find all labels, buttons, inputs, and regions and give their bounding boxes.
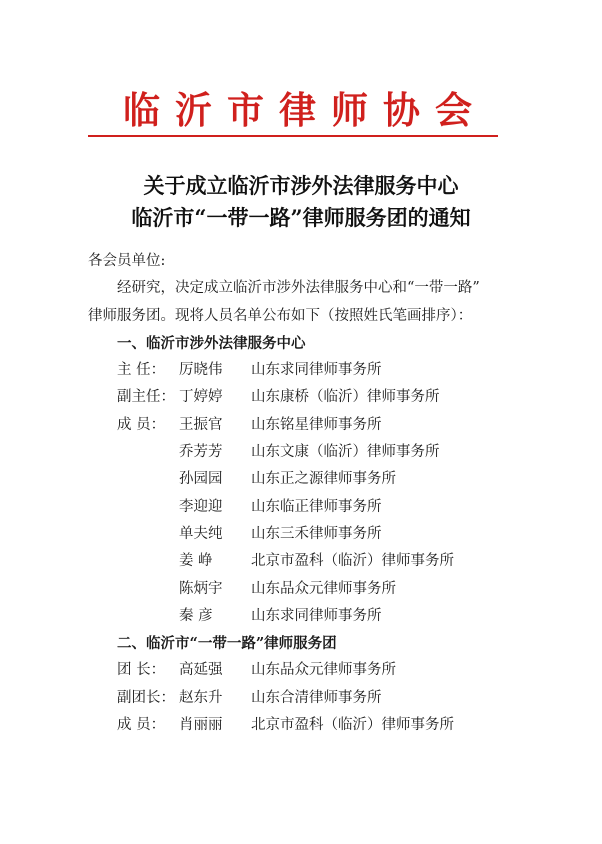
member-name: 姜 峥 xyxy=(179,553,213,570)
section-heading-1: 一、临沂市涉外法律服务中心 xyxy=(117,334,306,352)
salutation: 各会员单位: xyxy=(88,253,166,269)
document-title-line-1: 关于成立临沂市涉外法律服务中心 xyxy=(143,173,459,198)
role-label xyxy=(88,603,179,630)
roster-row xyxy=(88,548,528,575)
document-title-line-2: 临沂市“一带一路”律师服务团的通知 xyxy=(131,205,471,230)
letterhead-org-name: 临沂市律师协会 xyxy=(123,89,487,132)
roster-row xyxy=(88,439,528,466)
role-label xyxy=(88,439,179,466)
role-label: 副主任： xyxy=(117,389,175,406)
role-label xyxy=(88,548,179,575)
law-firm: 山东求同律师事务所 xyxy=(251,607,382,624)
roster-row xyxy=(88,521,528,548)
law-firm: 山东铭星律师事务所 xyxy=(251,416,382,433)
law-firm: 山东品众元律师事务所 xyxy=(251,662,396,679)
law-firm: 山东合清律师事务所 xyxy=(251,689,382,706)
roster-row xyxy=(88,712,528,739)
role-label xyxy=(88,466,179,493)
law-firm: 北京市盈科（临沂）律师事务所 xyxy=(251,717,454,734)
member-name: 孙园园 xyxy=(179,471,223,488)
roster-row xyxy=(88,412,528,439)
law-firm: 山东正之源律师事务所 xyxy=(251,471,396,488)
role-label xyxy=(88,494,179,521)
role-label xyxy=(88,521,179,548)
roster-row xyxy=(88,685,528,712)
role-label: 副团长： xyxy=(117,689,175,706)
role-label: 团 长： xyxy=(117,662,166,679)
law-firm: 山东求同律师事务所 xyxy=(251,362,382,379)
role-label: 成 员： xyxy=(117,717,166,734)
member-name: 赵东升 xyxy=(179,689,223,706)
roster-row xyxy=(88,466,528,493)
letterhead-red-rule xyxy=(88,135,498,137)
roster-row xyxy=(88,494,528,521)
law-firm: 山东三禾律师事务所 xyxy=(251,525,382,542)
member-name: 丁婷婷 xyxy=(179,389,223,406)
roster-row xyxy=(88,603,528,630)
member-name: 高延强 xyxy=(179,662,223,679)
member-name: 王振官 xyxy=(179,416,223,433)
roster-row xyxy=(88,657,528,684)
law-firm: 北京市盈科（临沂）律师事务所 xyxy=(251,553,454,570)
section-2-roster xyxy=(88,657,528,739)
law-firm: 山东文康（临沂）律师事务所 xyxy=(251,444,440,461)
role-label: 主 任： xyxy=(117,362,166,379)
role-label xyxy=(88,576,179,603)
section-heading-2: 二、临沂市“一带一路”律师服务团 xyxy=(117,635,337,653)
member-name: 陈炳宇 xyxy=(179,580,223,597)
member-name: 单夫纯 xyxy=(179,525,223,542)
member-name: 李迎迎 xyxy=(179,498,223,515)
role-label: 成 员： xyxy=(117,416,166,433)
document-body xyxy=(88,248,528,739)
member-name: 乔芳芳 xyxy=(179,444,223,461)
roster-row xyxy=(88,576,528,603)
member-name: 厉晓伟 xyxy=(179,362,223,379)
roster-row xyxy=(88,357,528,384)
paragraph-line-1: 经研究，决定成立临沂市涉外法律服务中心和“一带一路” xyxy=(117,280,480,297)
paragraph-line-2: 律师服务团。现将人员名单公布如下（按照姓氏笔画排序）： xyxy=(88,307,473,324)
member-name: 肖丽丽 xyxy=(179,717,223,734)
law-firm: 山东品众元律师事务所 xyxy=(251,580,396,597)
law-firm: 山东康桥（临沂）律师事务所 xyxy=(251,389,440,406)
member-name: 秦 彦 xyxy=(179,607,213,624)
section-1-roster xyxy=(88,357,528,630)
law-firm: 山东临正律师事务所 xyxy=(251,498,382,515)
roster-row xyxy=(88,384,528,411)
document-title xyxy=(0,170,602,234)
